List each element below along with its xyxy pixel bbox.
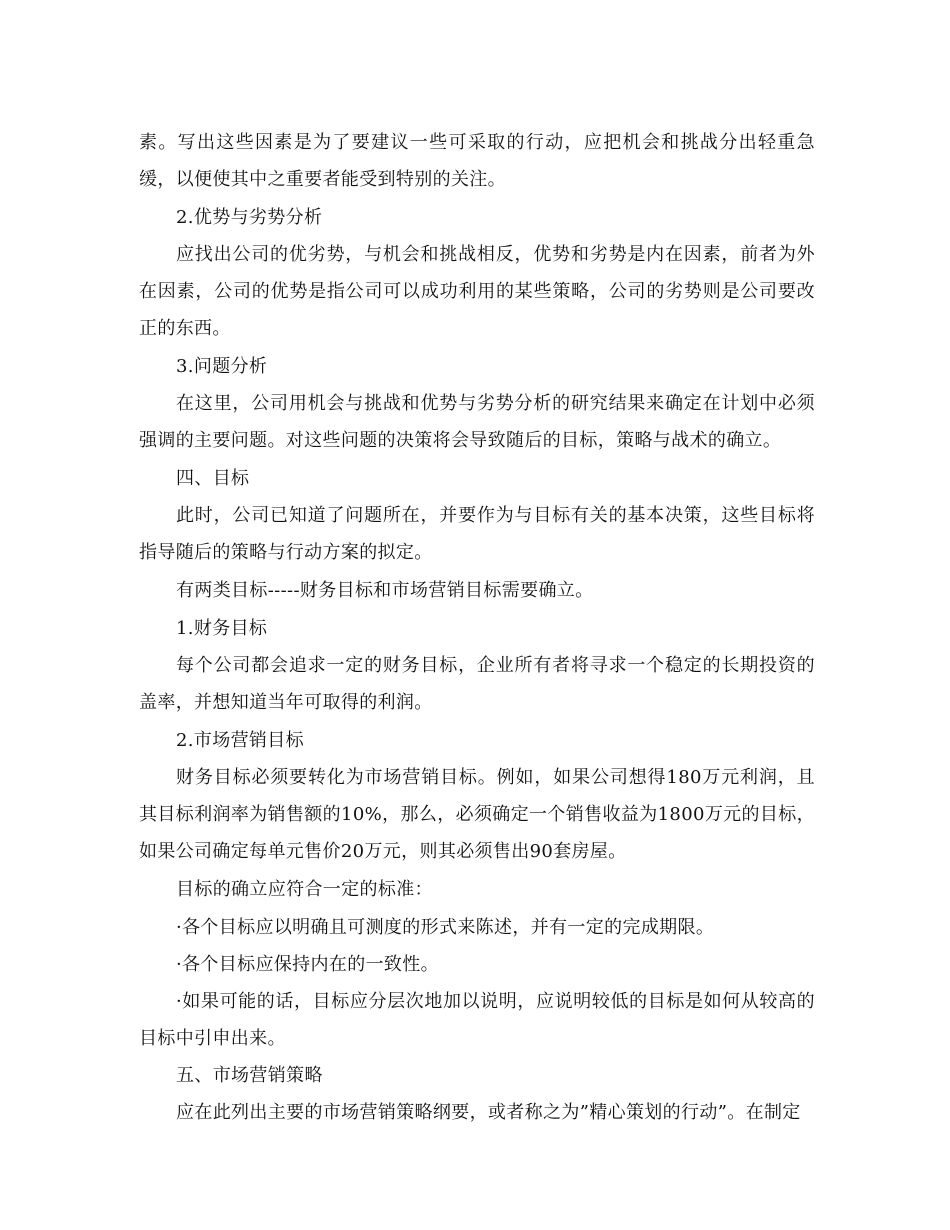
paragraph-marketing-goals: 财务目标必须要转化为市场营销目标。例如，如果公司想得180万元利润，且其目标利润率为销售额的10%，那么，必须确定一个销售收益为1800万元的目标，如果公司确定每单元售价20万元，则其必须售出90套房屋。: [139, 767, 815, 862]
paragraph-continued: 素。写出这些因素是为了要建议一些可采取的行动，应把机会和挑战分出轻重急缓，以便使其中之重要者能受到特别的关注。: [139, 132, 815, 190]
paragraph-goal-criteria: 目标的确立应符合一定的标准：: [176, 879, 433, 900]
section-heading-marketing-strategy: 五、市场营销策略: [176, 1065, 323, 1086]
paragraph-financial-goals: 每个公司都会追求一定的财务目标，企业所有者将寻求一个稳定的长期投资的盖率，并想知道当年可取得的利润。: [139, 655, 815, 713]
paragraph-marketing-strategy: 应在此列出主要的市场营销策略纲要，或者称之为”精心策划的行动”。在制定: [176, 1102, 801, 1123]
section-heading-marketing-goals: 2.市场营销目标: [176, 730, 304, 751]
document-body: [139, 124, 815, 1132]
bullet-item-hierarchical: ·如果可能的话，目标应分层次地加以说明，应说明较低的目标是如何从较高的目标中引申出来。: [139, 991, 815, 1049]
section-heading-strengths-weaknesses: 2.优势与劣势分析: [176, 207, 323, 228]
bullet-item-consistent: ·各个目标应保持内在的一致性。: [176, 954, 439, 975]
section-heading-financial-goals: 1.财务目标: [176, 618, 268, 639]
paragraph-problem-analysis: 在这里，公司用机会与挑战和优势与劣势分析的研究结果来确定在计划中必须强调的主要问题。对这些问题的决策将会导致随后的目标，策略与战术的确立。: [139, 393, 815, 451]
section-heading-goals: 四、目标: [176, 468, 250, 489]
bullet-item-measurable: ·各个目标应以明确且可测度的形式来陈述，并有一定的完成期限。: [176, 917, 715, 938]
section-heading-problem-analysis: 3.问题分析: [176, 356, 268, 377]
paragraph-goal-types: 有两类目标-----财务目标和市场营销目标需要确立。: [176, 580, 594, 601]
paragraph-strengths-weaknesses: 应找出公司的优劣势，与机会和挑战相反，优势和劣势是内在因素，前者为外在因素，公司的优势是指公司可以成功利用的某些策略，公司的劣势则是公司要改正的东西。: [139, 244, 815, 339]
paragraph-goals: 此时，公司已知道了问题所在，并要作为与目标有关的基本决策，这些目标将指导随后的策略与行动方案的拟定。: [139, 505, 815, 563]
